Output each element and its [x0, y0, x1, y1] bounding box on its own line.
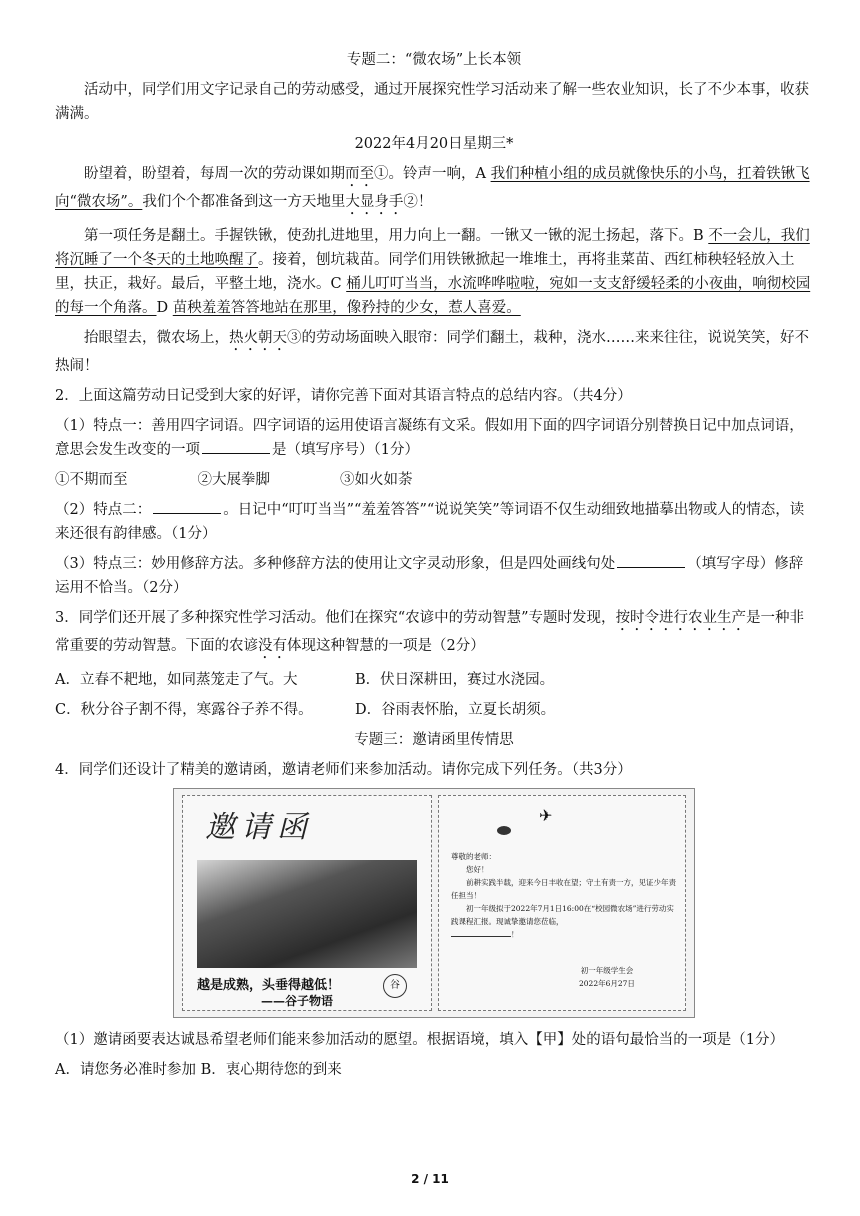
underlined-sentence-d: 苗秧羞羞答答地站在那里，像矜持的少女，惹人喜爱。 — [172, 300, 521, 316]
diary-paragraph-3: 抬眼望去，微农场上，热火朝天③的劳动场面映入眼帘：同学们翻土，栽种，浇水……来来往往，说说笑笑，好不热闹！ — [55, 330, 809, 374]
invitation-caption: 越是成熟，头垂得越低！ — [197, 978, 341, 993]
answer-blank[interactable] — [153, 499, 221, 514]
bird-icon: ✈ — [539, 806, 553, 825]
invitation-letter — [438, 795, 686, 1011]
dotted-word-1: 而至 — [345, 166, 374, 182]
invitation-title: 邀请函 — [205, 810, 313, 845]
bee-icon — [497, 826, 511, 835]
question-3-stem: 3．同学们还开展了多种探究性学习活动。他们在探究“农谚中的劳动智慧”专题时发现，按时令进行农业生产是一种非常重要的劳动智慧。下面的农谚没有体现这种智慧的一项是（2分） — [55, 610, 805, 654]
option-c: C．秋分谷子割不得，寒露谷子养不得。 — [55, 702, 313, 718]
diary-paragraph-1: 盼望着，盼望着，每周一次的劳动课如期而至①。铃声一响，A 我们种植小组的成员就像快乐的小鸟，扛着铁锹飞向“微农场”。我们个个都准备到这一方天地里大显身手②！ — [55, 166, 810, 210]
invitation-cover — [182, 795, 432, 1011]
exam-page — [55, 48, 813, 1088]
underlined-sentence-b: 不一会儿，我们将沉睡了一个冬天的土地唤醒了 — [55, 228, 810, 268]
option-1: ①不期而至 — [55, 472, 128, 488]
diary-date: 2022年4月20日星期三* — [354, 136, 514, 152]
letter-blank[interactable] — [451, 928, 511, 937]
option-a: A．立春不耙地，如同蒸笼走了气。大 — [55, 672, 298, 688]
question-3-options-cd — [55, 698, 813, 722]
invitation-card-image — [173, 788, 695, 1018]
question-4-stem: 4．同学们还设计了精美的邀请函，邀请老师们来参加活动。请你完成下列任务。（共3分） — [55, 762, 632, 778]
question-2-sub3: （3）特点三：妙用修辞方法。多种修辞方法的使用让文字灵动形象，但是四处画线句处 （填写字母）修辞运用不恰当。（2分） — [55, 552, 813, 600]
question-2-options — [55, 468, 813, 492]
page-number: 2 / 11 — [411, 1172, 449, 1186]
topic2-intro: 活动中，同学们用文字记录自己的劳动感受，通过开展探究性学习活动来了解一些农业知识，长了不少本事，收获满满。 — [55, 82, 809, 122]
millet-photo — [197, 860, 417, 968]
dotted-word-2: 大显身手 — [345, 194, 404, 210]
underlined-sentence-a: 我们种植小组的成员就像快乐的小鸟，扛着铁锹飞向“微农场”。 — [55, 166, 810, 210]
answer-blank[interactable] — [202, 439, 270, 454]
underlined-sentence-c: 桶儿叮叮当当，水流哗哗啦啦，宛如一支支舒缓轻柔的小夜曲，响彻校园的每一个角落。 — [55, 276, 811, 316]
option-b: B．伏日深耕田，赛过水浇园。 — [355, 672, 555, 688]
dotted-phrase: 按时令进行农业生产 — [615, 610, 747, 626]
dotted-phrase: 没有 — [258, 638, 287, 654]
option-2: ②大展拳脚 — [197, 472, 270, 488]
answer-blank[interactable] — [617, 553, 685, 568]
option-d: D．谷雨表怀胎，立夏长胡须。 — [355, 702, 556, 718]
question-2-sub1: （1）特点一：善用四字词语。四字词语的运用使语言凝练有文采。假如用下面的四字词语分别替换日记中加点词语，意思会发生改变的一项 是（填写序号）（1分） — [55, 418, 804, 458]
seal-icon: 谷 — [383, 974, 407, 998]
letter-signature: 初一年级学生会 2022年6月27日 — [579, 966, 635, 988]
question-2-stem: 2．上面这篇劳动日记受到大家的好评，请你完善下面对其语言特点的总结内容。（共4分） — [55, 388, 632, 404]
question-2-sub2: （2）特点二： 。日记中“叮叮当当”“羞羞答答”“说说笑笑”等词语不仅生动细致地描摹出物或人的情态，读来还很有韵律感。（1分） — [55, 498, 813, 546]
invitation-caption-source: ——谷子物语 — [261, 994, 334, 1008]
option-3: ③如火如荼 — [340, 472, 413, 488]
diary-paragraph-2: 第一项任务是翻土。手握铁锹，使劲扎进地里，用力向上一翻。一锹又一锹的泥土扬起，落下。B 不一会儿，我们将沉睡了一个冬天的土地唤醒了。接着，刨坑栽苗。同学们用铁锹掀起一堆堆土，再将韭菜苗、西红柿秧轻轻放入土里，扶正，栽好。最后，平整土地，浇水。C 桶儿叮叮当当，水流哗哗啦啦，宛如一支支舒缓轻柔的小夜曲，响彻校园的每一个角落。D 苗秧羞羞答答地站在那里，像矜持的少女，惹人喜爱。 — [55, 228, 811, 316]
letter-body: 尊敬的老师： 您好！ 前耕实践半载，迎来今日丰收在望；守土有责一方，见证少年责任担当！ 初一年级拟于2022年7月1日16:00在“校园微农场”进行劳动实践课程汇报。现诚挚邀请您莅临， ！ — [451, 852, 676, 939]
topic3-title: 专题三：邀请函里传情思 — [354, 732, 514, 748]
question-4-sub1-options: A．请您务必准时参加 B．衷心期待您的到来 — [55, 1062, 342, 1078]
dotted-word-3: 热火朝天 — [229, 330, 287, 346]
topic2-title: 专题二：“微农场”上长本领 — [346, 52, 522, 68]
question-4-sub1: （1）邀请函要表达诚恳希望老师们能来参加活动的愿望。根据语境，填入【甲】处的语句最恰当的一项是（1分） — [55, 1032, 784, 1048]
question-3-options-ab — [55, 668, 813, 692]
